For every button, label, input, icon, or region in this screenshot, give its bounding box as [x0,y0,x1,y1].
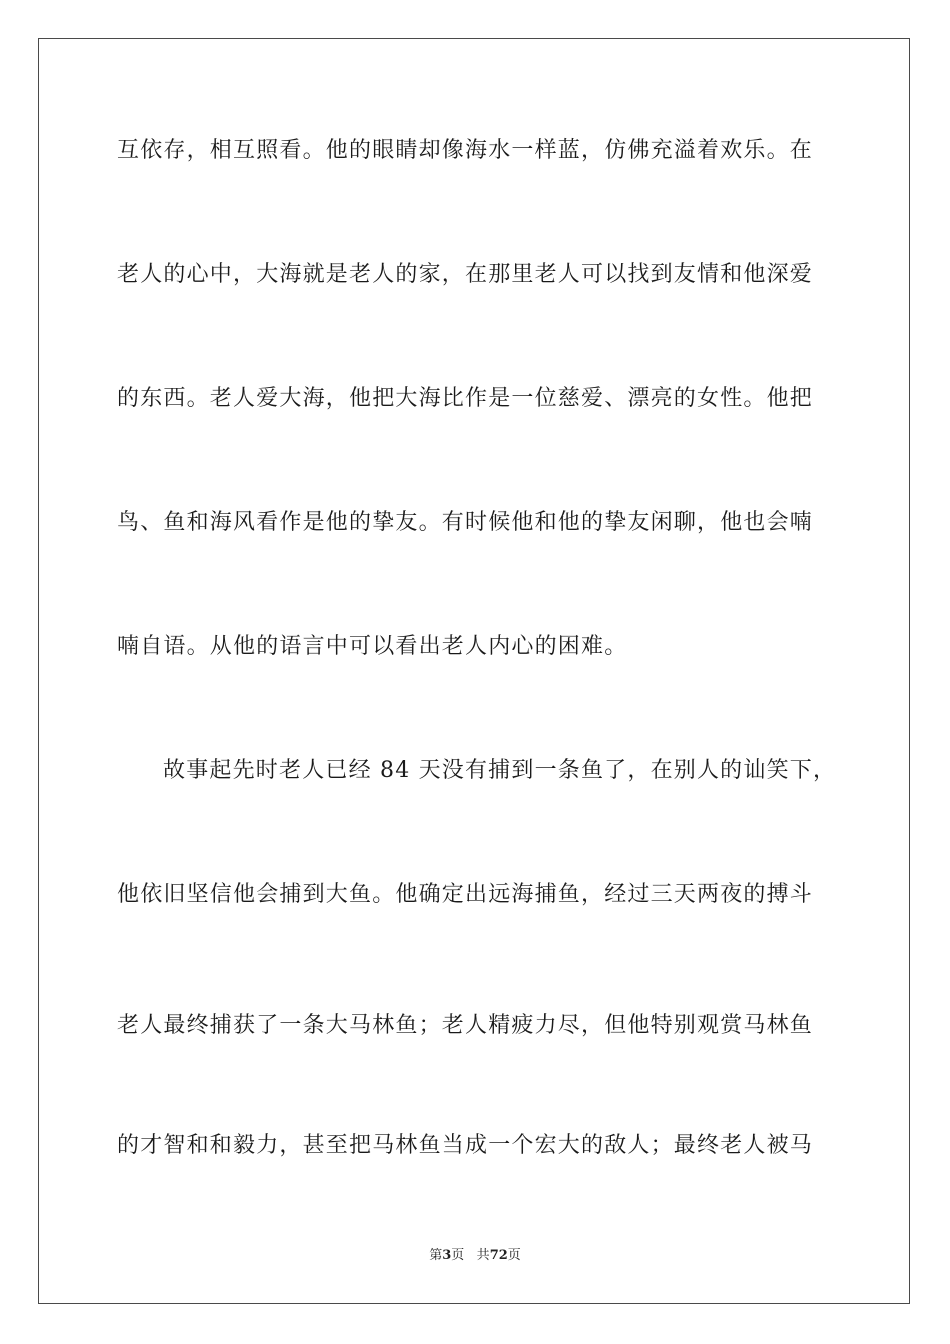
page-border [38,38,910,1304]
total-prefix: 共 [476,1248,490,1263]
page-prefix: 第 [429,1248,443,1263]
total-suffix: 页 [507,1248,521,1263]
page-suffix: 页 [451,1248,465,1263]
text-line-3: 的东西。老人爱大海，他把大海比作是一位慈爱、漂亮的女性。他把 [117,386,814,411]
text-line-8: 老人最终捕获了一条大马林鱼；老人精疲力尽，但他特别观赏马林鱼 [117,1013,814,1038]
total-pages: 72 [489,1248,508,1263]
text-line-7: 他依旧坚信他会捕到大鱼。他确定出远海捕鱼，经过三天两夜的搏斗 [117,882,814,907]
text-line-6: 故事起先时老人已经 84 天没有捕到一条鱼了，在别人的讪笑下， [163,758,837,783]
page-number: 3 [442,1248,452,1263]
text-line-1: 互依存，相互照看。他的眼睛却像海水一样蓝，仿佛充溢着欢乐。在 [117,138,814,163]
page-footer [0,1247,950,1265]
text-line-5: 喃自语。从他的语言中可以看出老人内心的困难。 [117,634,628,659]
text-line-2: 老人的心中，大海就是老人的家，在那里老人可以找到友情和他深爱 [117,262,814,287]
text-line-9: 的才智和和毅力，甚至把马林鱼当成一个宏大的敌人；最终老人被马 [117,1133,814,1158]
text-line-4: 鸟、鱼和海风看作是他的挚友。有时候他和他的挚友闲聊，他也会喃 [117,510,814,535]
